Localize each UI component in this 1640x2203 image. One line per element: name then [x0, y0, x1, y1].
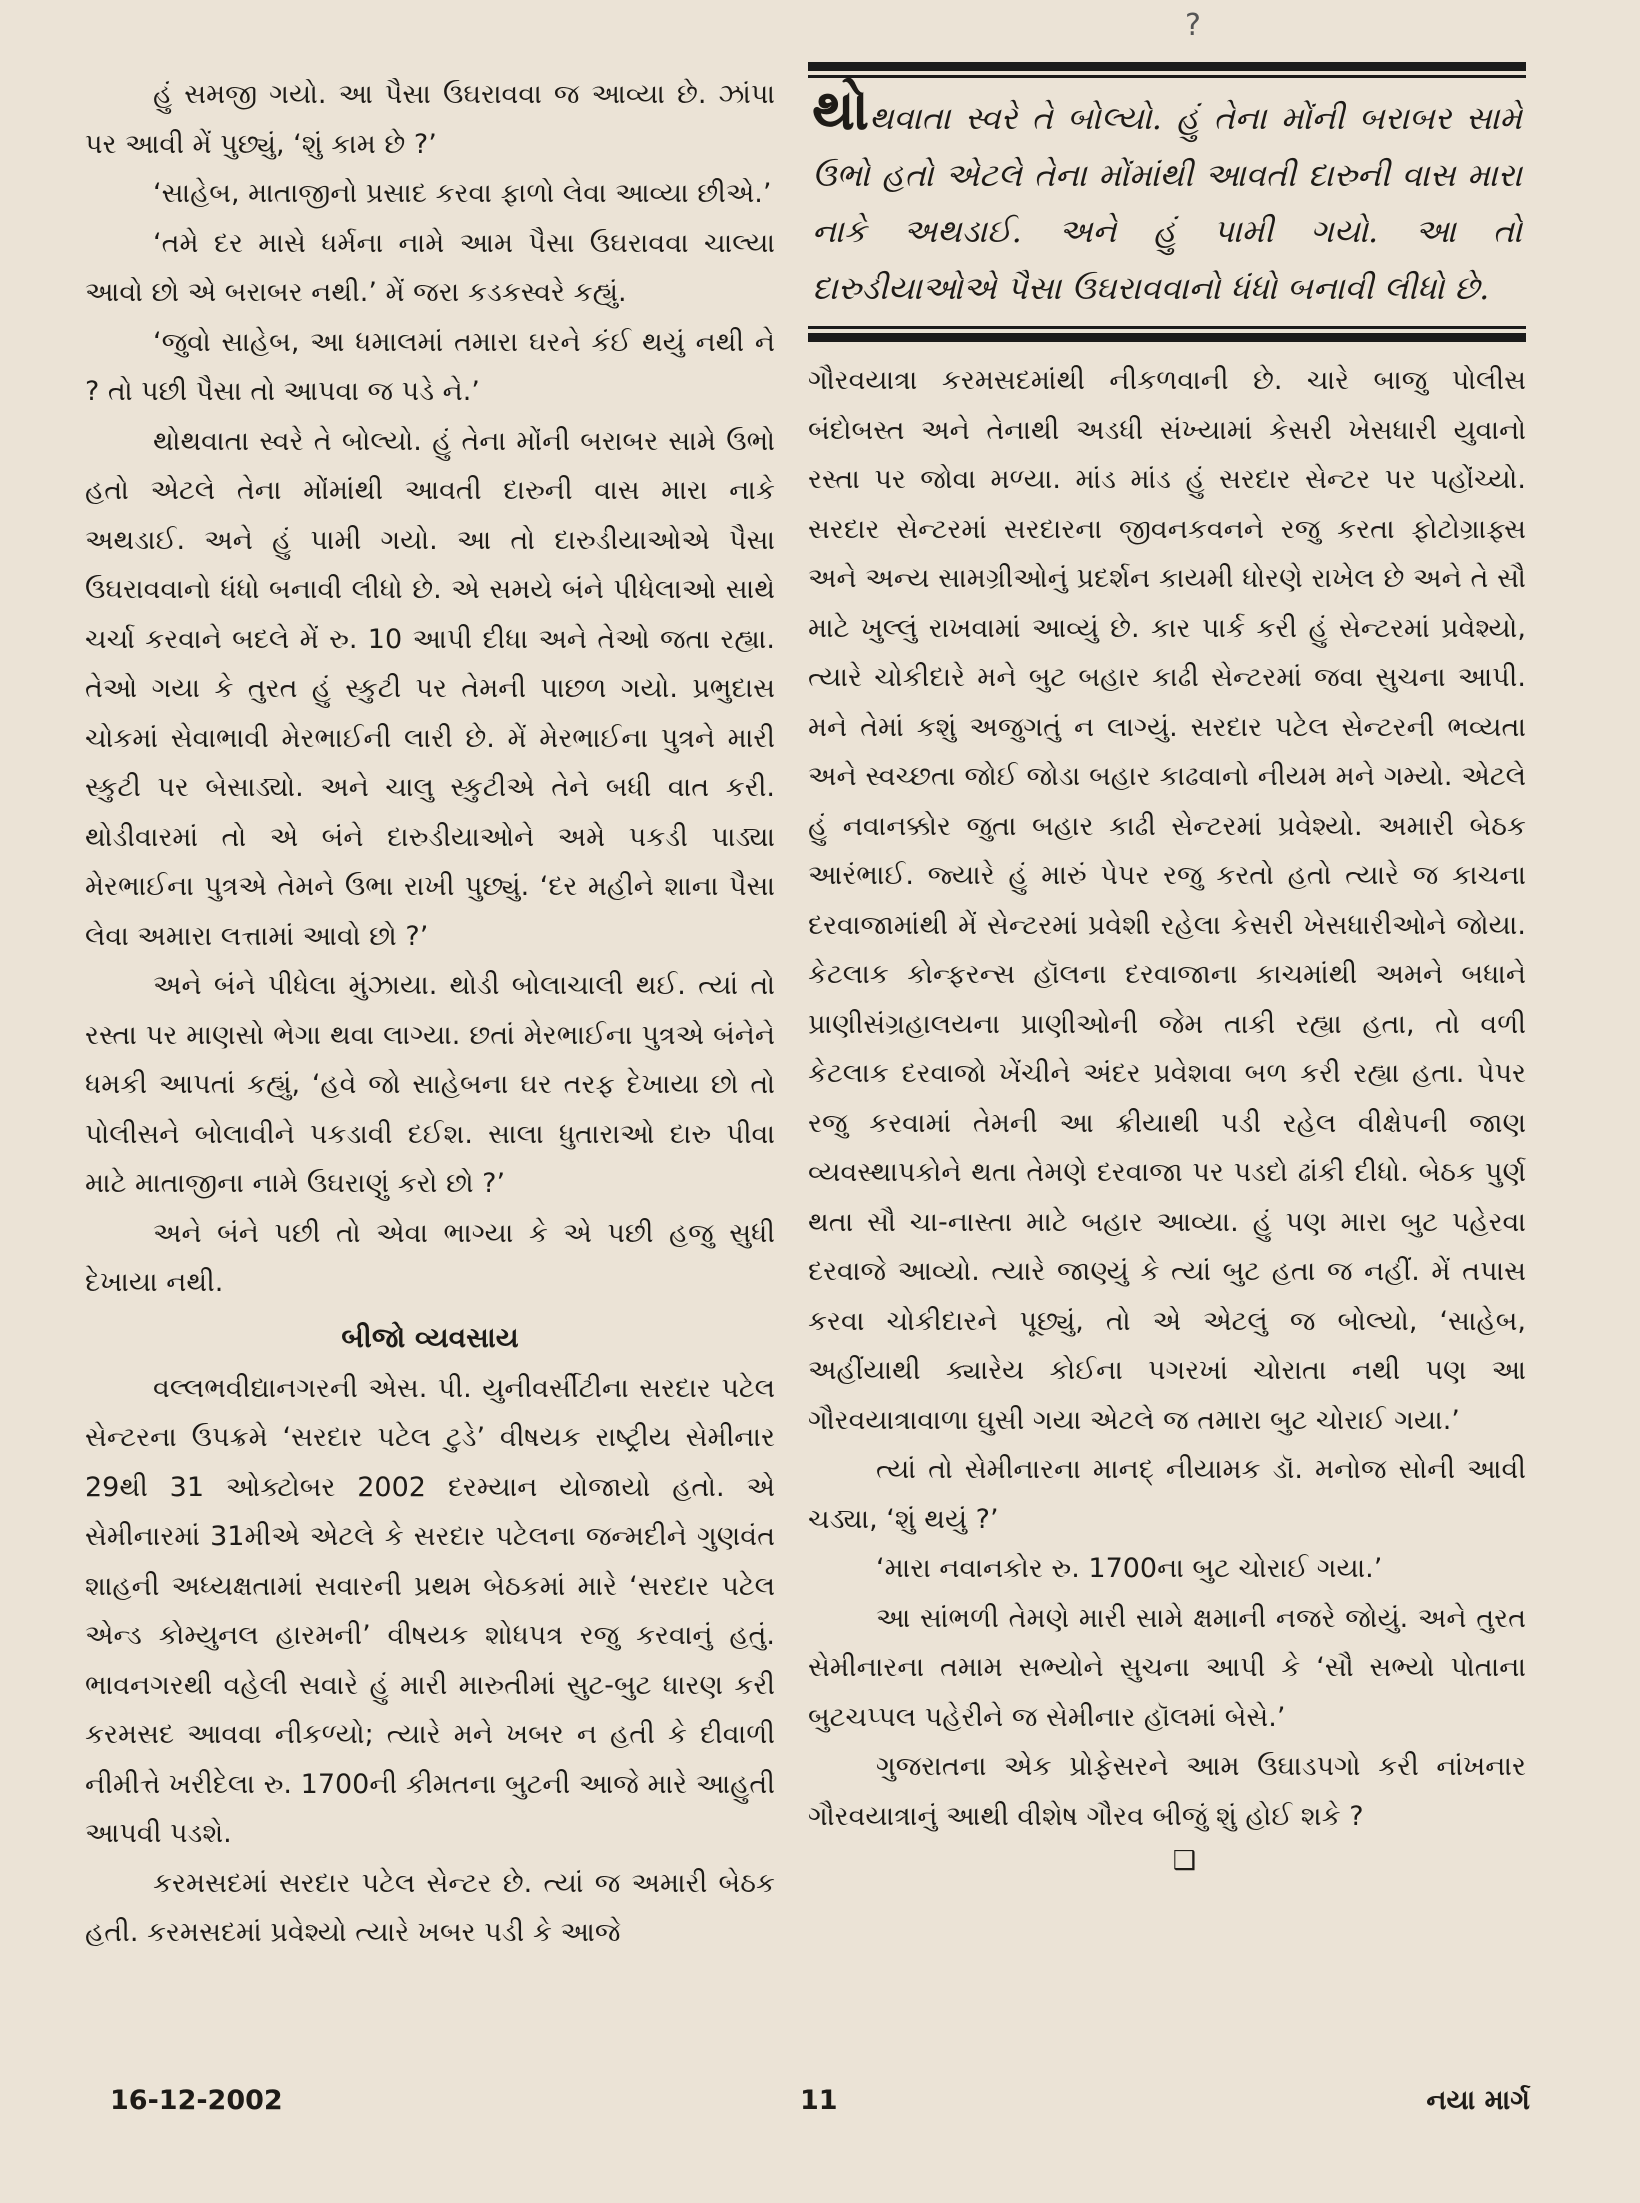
page-footer: [95, 2085, 1530, 2125]
left-column: [85, 70, 775, 1958]
end-of-article-mark: ❑: [1172, 1846, 1196, 1876]
paragraph: વલ્લભવીદ્યાનગરની એસ. પી. યુનીવર્સીટીના સરદાર પટેલ સેન્ટરના ઉપક્રમે ‘સરદાર પટેલ ટુડે’ વીષયક રાષ્ટ્રીય સેમીનાર 29થી 31 ઓક્ટોબર 2002 દરમ્યાન યોજાયો હતો. એ સેમીનારમાં 31મીએ એટલે કે સરદાર પટેલના જન્મદીને ગુણવંત શાહની અધ્યક્ષતામાં સવારની પ્રથમ બેઠકમાં મારે ‘સરદાર પટેલ એન્ડ કોમ્યુનલ હારમની’ વીષયક શોધપત્ર રજુ કરવાનું હતું. ભાવનગરથી વહેલી સવારે હું મારી મારુતીમાં સુટ-બુટ ધારણ કરી કરમસદ આવવા નીકળ્યો; ત્યારે મને ખબર ન હતી કે દીવાળી નીમીત્તે ખરીદેલા રુ. 1700ની કીમતના બુટની આજે મારે આહુતી આપવી પડશે.: [85, 1372, 775, 1849]
page-number: 11: [800, 2085, 838, 2116]
paragraph: આ સાંભળી તેમણે મારી સામે ક્ષમાની નજરે જોયું. અને તુરત સેમીનારના તમામ સભ્યોને સુચના આપી કે ‘સૌ સભ્યો પોતાના બુટચપ્પલ પહેરીને જ સેમીનાર હૉલમાં બેસે.’: [808, 1602, 1526, 1733]
paragraph: હું સમજી ગયો. આ પૈસા ઉઘરાવવા જ આવ્યા છે. ઝાંપા પર આવી મેં પુછ્યું, ‘શું કામ છે ?’: [85, 79, 775, 160]
paragraph: ‘જુવો સાહેબ, આ ધમાલમાં તમારા ઘરને કંઈ થયું નથી ને ? તો પછી પૈસા તો આપવા જ પડે ને.’: [85, 326, 775, 407]
footer-date: 16-12-2002: [110, 2085, 283, 2116]
pullquote-top-rule: [808, 62, 1526, 71]
right-column: [808, 62, 1526, 1881]
paragraph: ‘મારા નવાનકોર રુ. 1700ના બુટ ચોરાઈ ગયા.’: [876, 1553, 1383, 1584]
pullquote: [808, 78, 1526, 326]
paragraph: અને બંને પછી તો એવા ભાગ્યા કે એ પછી હજુ સુધી દેખાયા નથી.: [85, 1217, 775, 1298]
pullquote-text: થવાતા સ્વરે તે બોલ્યો. હું તેના મોંની બરાબર સામે ઉભો હતો એટલે તેના મોંમાંથી આવતી દારુની વાસ મારા નાકે અથડાઈ. અને હું પામી ગયો. આ તો દારુડીયાઓએ પૈસા ઉઘરાવવાનો ધંધો બનાવી લીધો છે.: [812, 99, 1522, 307]
pullquote-bottom-rule: [808, 333, 1526, 342]
paragraph: ત્યાં તો સેમીનારના માનદ્ નીયામક ડૉ. મનોજ સોની આવી ચડ્યા, ‘શું થયું ?’: [808, 1454, 1526, 1535]
page-top-mark: ?: [1185, 8, 1201, 43]
paragraph: ‘સાહેબ, માતાજીનો પ્રસાદ કરવા ફાળો લેવા આવ્યા છીએ.’: [153, 178, 772, 209]
publication-name: નયા માર્ગ: [1426, 2085, 1530, 2116]
paragraph: થોથવાતા સ્વરે તે બોલ્યો. હું તેના મોંની બરાબર સામે ઉભો હતો એટલે તેના મોંમાંથી આવતી દારુની વાસ મારા નાકે અથડાઈ. અને હું પામી ગયો. આ તો દારુડીયાઓએ પૈસા ઉઘરાવવાનો ધંધો બનાવી લીધો છે. એ સમયે બંને પીધેલાઓ સાથે ચર્ચા કરવાને બદલે મેં રુ. 10 આપી દીધા અને તેઓ જતા રહ્યા. તેઓ ગયા કે તુરત હું સ્કુટી પર તેમની પાછળ ગયો. પ્રભુદાસ ચોકમાં સેવાભાવી મેરભાઈની લારી છે. મેં મેરભાઈના પુત્રને મારી સ્કુટી પર બેસાડ્યો. અને ચાલુ સ્કુટીએ તેને બધી વાત કરી. થોડીવારમાં તો એ બંને દારુડીયાઓને અમે પકડી પાડ્યા મેરભાઈના પુત્રએ તેમને ઉભા રાખી પુછ્યું. ‘દર મહીને શાના પૈસા લેવા અમારા લત્તામાં આવો છો ?’: [85, 425, 775, 952]
pullquote-dropcap: થો: [812, 77, 869, 143]
section-heading: બીજો વ્યવસાય: [341, 1320, 519, 1354]
paragraph: ગૌરવયાત્રા કરમસદમાંથી નીકળવાની છે. ચારે બાજુ પોલીસ બંદોબસ્ત અને તેનાથી અડધી સંખ્યામાં કેસરી ખેસધારી યુવાનો રસ્તા પર જોવા મળ્યા. માંડ માંડ હું સરદાર સેન્ટર પર પહોંચ્યો. સરદાર સેન્ટરમાં સરદારના જીવનકવનને રજુ કરતા ફોટોગ્રાફ્સ અને અન્ય સામગ્રીઓનું પ્રદર્શન કાયમી ધોરણે રાખેલ છે અને તે સૌ માટે ખુલ્લું રાખવામાં આવ્યું છે. કાર પાર્ક કરી હું સેન્ટરમાં પ્રવેશ્યો, ત્યારે ચોકીદારે મને બુટ બહાર કાઢી સેન્ટરમાં જવા સુચના આપી. મને તેમાં કશું અજુગતું ન લાગ્યું. સરદાર પટેલ સેન્ટરની ભવ્યતા અને સ્વચ્છતા જોઈ જોડા બહાર કાઢવાનો નીયમ મને ગમ્યો. એટલે હું નવાનક્કોર જુતા બહાર કાઢી સેન્ટરમાં પ્રવેશ્યો. અમારી બેઠક આરંભાઈ. જ્યારે હું મારું પેપર રજુ કરતો હતો ત્યારે જ કાચના દરવાજામાંથી મેં સેન્ટરમાં પ્રવેશી રહેલા કેસરી ખેસધારીઓને જોયા. કેટલાક કોન્ફરન્સ હૉલના દરવાજાના કાચમાંથી અમને બધાને પ્રાણીસંગ્રહાલયના પ્રાણીઓની જેમ તાકી રહ્યા હતા, તો વળી કેટલાક દરવાજો ખેંચીને અંદર પ્રવેશવા બળ કરી રહ્યા હતા. પેપર રજુ કરવામાં તેમની આ ક્રીયાથી પડી રહેલ વીક્ષેપની જાણ વ્યવસ્થાપકોને થતા તેમણે દરવાજા પર પડદો ઢાંકી દીધો. બેઠક પુર્ણ થતા સૌ ચા-નાસ્તા માટે બહાર આવ્યા. હું પણ મારા બુટ પહેરવા દરવાજે આવ્યો. ત્યારે જાણ્યું કે ત્યાં બુટ હતા જ નહીં. મેં તપાસ કરવા ચોકીદારને પૂછ્યું, તો એ એટલું જ બોલ્યો, ‘સાહેબ, અહીંયાથી ક્યારેય કોઈના પગરખાં ચોરાતા નથી પણ આ ગૌરવયાત્રાવાળા ઘુસી ગયા એટલે જ તમારા બુટ ચોરાઈ ગયા.’: [808, 365, 1526, 1436]
paragraph: ગુજરાતના એક પ્રોફેસરને આમ ઉઘાડપગો કરી નાંખનાર ગૌરવયાત્રાનું આથી વીશેષ ગૌરવ બીજું શું હોઈ શકે ?: [808, 1751, 1526, 1832]
paragraph: ‘તમે દર માસે ધર્મના નામે આમ પૈસા ઉઘરાવવા ચાલ્યા આવો છો એ બરાબર નથી.’ મેં જરા કડકસ્વરે કહ્યું.: [85, 227, 775, 308]
pullquote-bottom-thin-rule: [808, 326, 1526, 329]
paragraph: કરમસદમાં સરદાર પટેલ સેન્ટર છે. ત્યાં જ અમારી બેઠક હતી. કરમસદમાં પ્રવેશ્યો ત્યારે ખબર પડી કે આજે: [85, 1867, 775, 1948]
paragraph: અને બંને પીધેલા મુંઝાયા. થોડી બોલાચાલી થઈ. ત્યાં તો રસ્તા પર માણસો ભેગા થવા લાગ્યા. છતાં મેરભાઈના પુત્રએ બંનેને ધમકી આપતાં કહ્યું, ‘હવે જો સાહેબના ઘર તરફ દેખાયા છો તો પોલીસને બોલાવીને પકડાવી દઈશ. સાલા ધુતારાઓ દારુ પીવા માટે માતાજીના નામે ઉઘરાણું કરો છો ?’: [85, 970, 775, 1199]
